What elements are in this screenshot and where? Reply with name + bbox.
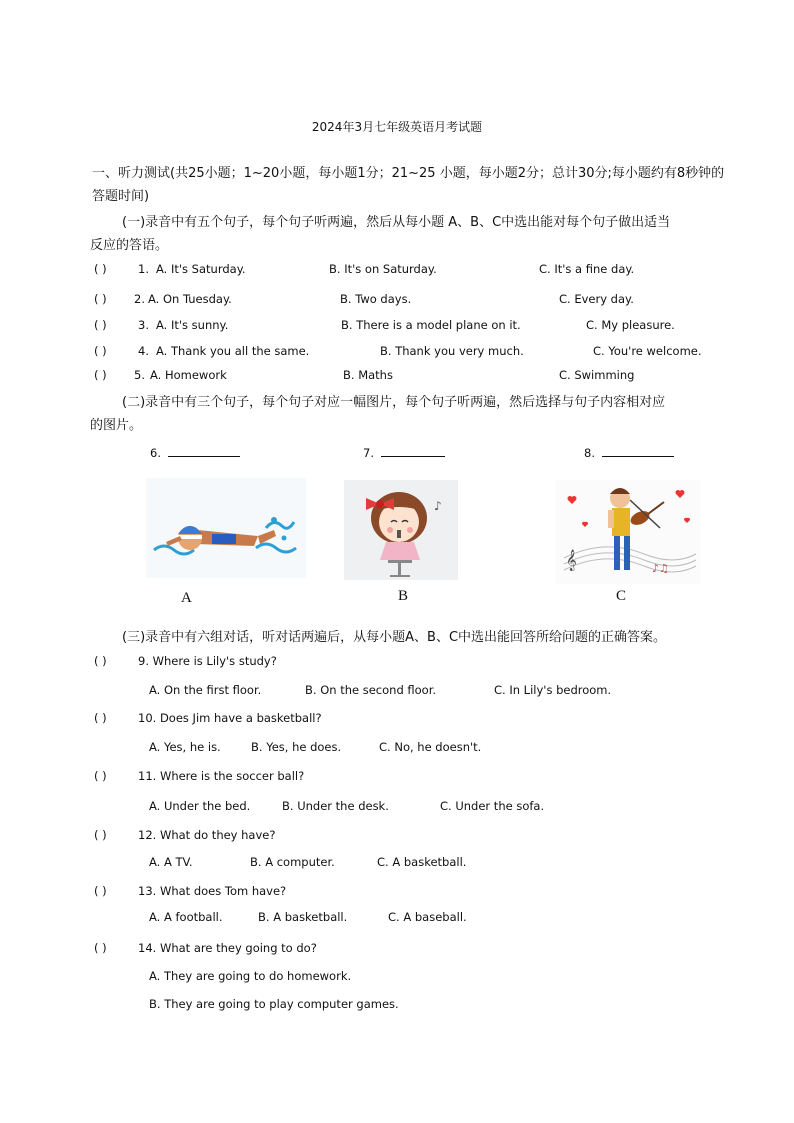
part1-instruction-line1: (一)录音中有五个句子，每个句子听两遍，然后从每小题 A、B、C中选出能对每个句子做出适当 [122, 215, 671, 230]
option-b: B. Two days. [340, 292, 412, 306]
option-b: B. Thank you very much. [380, 344, 524, 358]
svg-text:♪: ♪ [434, 499, 442, 513]
part2-instruction-line2: 的图片。 [90, 418, 143, 433]
option-b: B. Yes, he does. [251, 740, 342, 754]
option-b: B. It's on Saturday. [329, 262, 437, 276]
option-a: A. A football. [149, 910, 223, 924]
option-b: B. Maths [343, 368, 393, 382]
section1-heading-line2: 答题时间) [92, 189, 150, 204]
option-b: B. A computer. [250, 855, 335, 869]
answer-line-6[interactable] [150, 446, 240, 460]
option-b: B. A basketball. [258, 910, 348, 924]
part3-instruction: (三)录音中有六组对话，听对话两遍后，从每小题A、B、C中选出能回答所给问题的正确答案。 [122, 630, 667, 645]
answer-blank[interactable]: ( ) [94, 884, 107, 898]
answer-blank[interactable]: ( ) [94, 941, 107, 955]
answer-blank[interactable]: ( ) [94, 828, 107, 842]
option-a: A. They are going to do homework. [149, 969, 352, 983]
blank-number: 7. [363, 446, 374, 460]
answer-blank[interactable]: ( ) [94, 292, 107, 306]
option-a: A. Under the bed. [149, 799, 251, 813]
section1-heading-line1: 一、听力测试(共25小题；1~20小题，每小题1分；21~25 小题，每小题2分；总计30分;每小题约有8秒钟的 [92, 166, 725, 181]
option-c: C. Swimming [559, 368, 635, 382]
option-a: A. Thank you all the same. [156, 344, 310, 358]
option-c: C. No, he doesn't. [379, 740, 482, 754]
option-a: A. It's Saturday. [156, 262, 246, 276]
answer-blank[interactable]: ( ) [94, 769, 107, 783]
option-c: C. Every day. [559, 292, 634, 306]
option-c: C. In Lily's bedroom. [494, 683, 612, 697]
page-title: 2024年3月七年级英语月考试题 [311, 120, 483, 134]
question-stem: 11. Where is the soccer ball? [138, 769, 305, 783]
option-c: C. My pleasure. [586, 318, 675, 332]
answer-blank[interactable]: ( ) [94, 344, 107, 358]
option-b: B. On the second floor. [305, 683, 437, 697]
option-b: B. Under the desk. [282, 799, 389, 813]
answer-line-8[interactable] [584, 446, 674, 460]
question-number: 4. [138, 344, 149, 358]
question-number: 3. [138, 318, 149, 332]
svg-text:𝄞: 𝄞 [566, 550, 577, 571]
option-a: A. It's sunny. [156, 318, 229, 332]
boy-violin-icon [556, 480, 700, 584]
swimmer-icon [146, 478, 306, 578]
question-stem: 9. Where is Lily's study? [138, 654, 277, 668]
option-a: A. On Tuesday. [148, 292, 232, 306]
answer-blank[interactable]: ( ) [94, 711, 107, 725]
option-a: A. A TV. [149, 855, 193, 869]
option-c: C. A basketball. [377, 855, 467, 869]
question-number: 1. [138, 262, 149, 276]
option-c: C. It's a fine day. [539, 262, 635, 276]
picture-label-c: C [616, 588, 627, 604]
girl-singing-icon [344, 480, 458, 580]
option-a: A. On the first floor. [149, 683, 262, 697]
answer-line-7[interactable] [363, 446, 445, 460]
part1-instruction-line2: 反应的答语。 [90, 238, 169, 253]
option-c: C. You're welcome. [593, 344, 702, 358]
question-stem: 12. What do they have? [138, 828, 276, 842]
question-stem: 13. What does Tom have? [138, 884, 287, 898]
question-number: 5. [134, 368, 145, 382]
option-b: B. They are going to play computer games. [149, 997, 399, 1011]
blank-number: 6. [150, 446, 161, 460]
blank-number: 8. [584, 446, 595, 460]
picture-label-a: A [181, 590, 192, 606]
option-c: C. A baseball. [388, 910, 467, 924]
svg-text:♪♫: ♪♫ [652, 562, 669, 575]
option-a: A. Yes, he is. [149, 740, 221, 754]
option-b: B. There is a model plane on it. [341, 318, 521, 332]
answer-blank[interactable]: ( ) [94, 368, 107, 382]
question-stem: 10. Does Jim have a basketball? [138, 711, 322, 725]
part2-instruction-line1: (二)录音中有三个句子，每个句子对应一幅图片，每个句子听两遍，然后选择与句子内容相对应 [122, 395, 666, 410]
option-a: A. Homework [150, 368, 227, 382]
answer-blank[interactable]: ( ) [94, 318, 107, 332]
answer-blank[interactable]: ( ) [94, 262, 107, 276]
question-stem: 14. What are they going to do? [138, 941, 317, 955]
option-c: C. Under the sofa. [440, 799, 545, 813]
answer-blank[interactable]: ( ) [94, 654, 107, 668]
question-number: 2. [134, 292, 145, 306]
picture-label-b: B [398, 588, 409, 604]
